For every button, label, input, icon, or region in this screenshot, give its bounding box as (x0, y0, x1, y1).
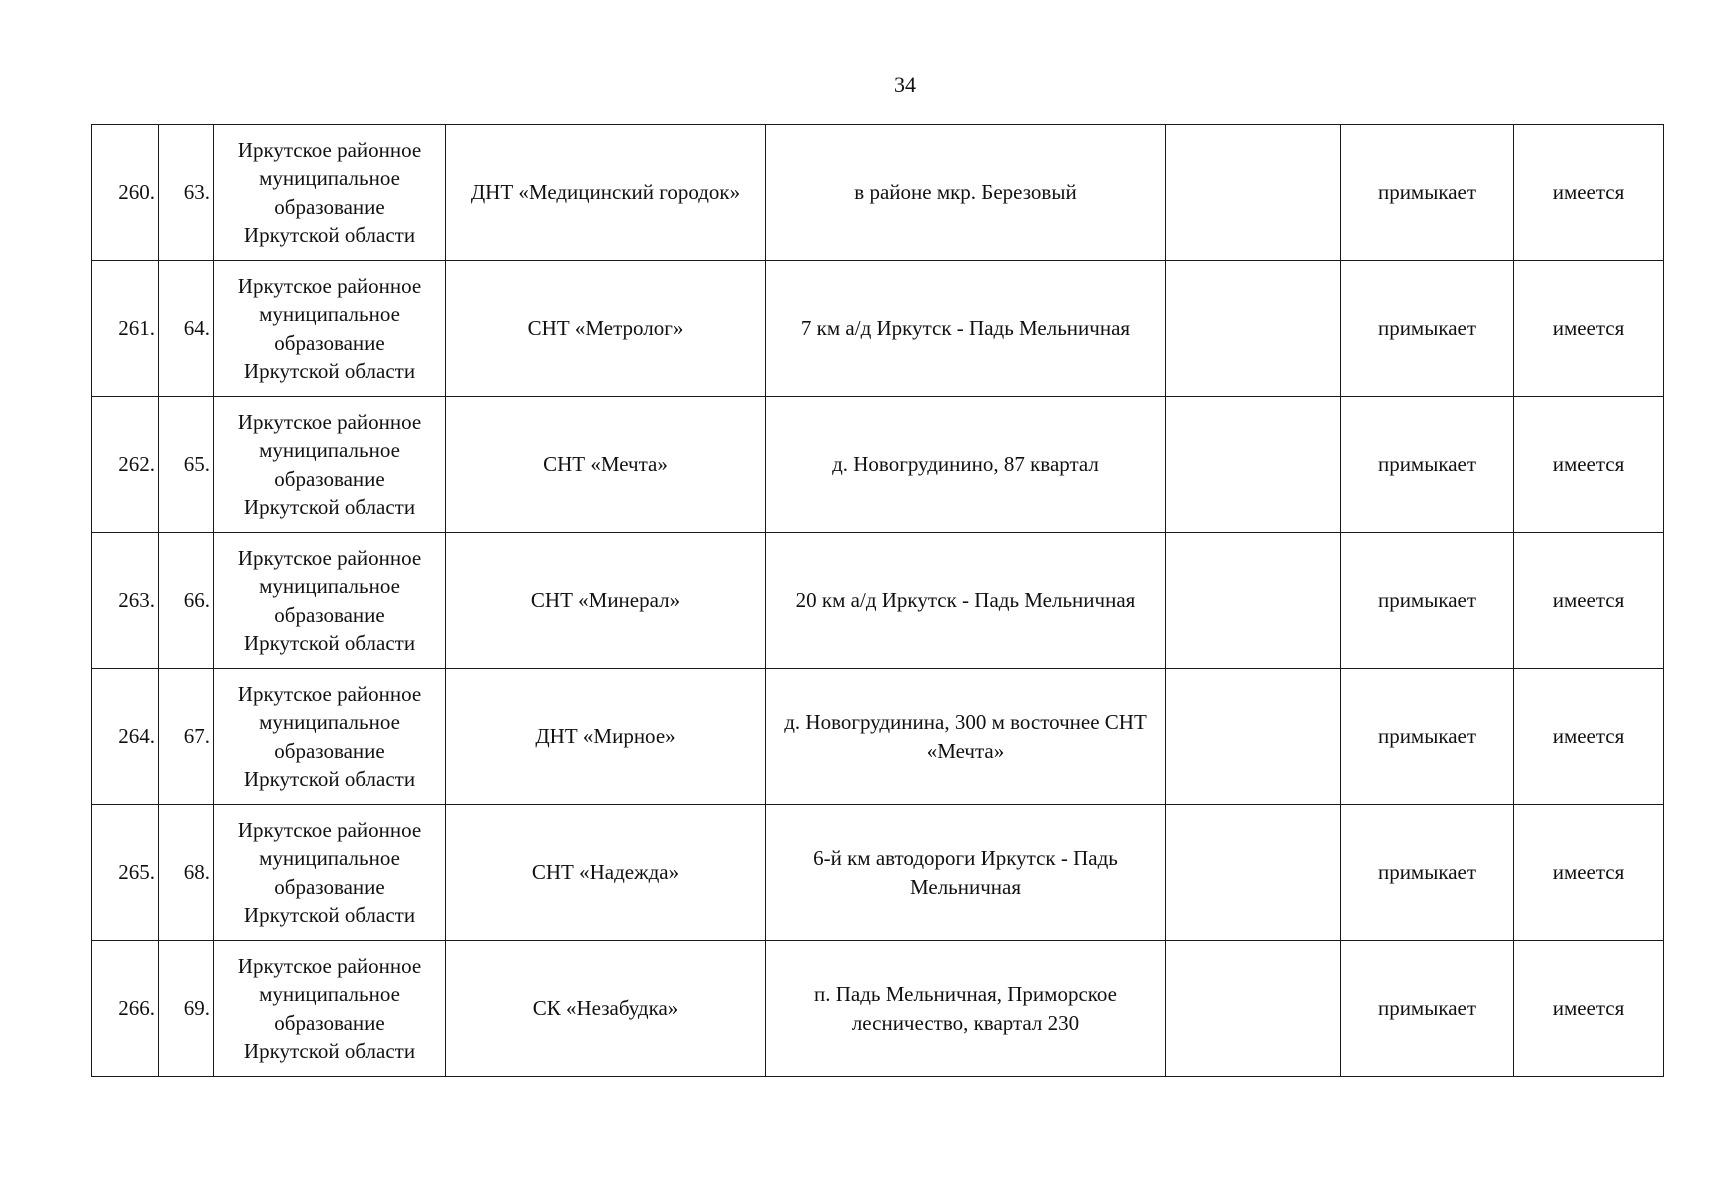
municipality-cell (214, 125, 446, 261)
row-number: 265. (92, 805, 159, 941)
empty-cell (1166, 261, 1341, 397)
location-cell: 6-й км автодороги Иркутск - Падь Мельничная (766, 805, 1166, 941)
road-access-cell: примыкает (1341, 941, 1514, 1077)
row-number: 264. (92, 669, 159, 805)
row-number: 266. (92, 941, 159, 1077)
availability-cell: имеется (1514, 261, 1664, 397)
empty-cell (1166, 533, 1341, 669)
table-body (92, 125, 1664, 1077)
location-cell: п. Падь Мельничная, Приморское лесничество, квартал 230 (766, 941, 1166, 1077)
location-cell: 7 км а/д Иркутск - Падь Мельничная (766, 261, 1166, 397)
municipality-line: образование (274, 602, 385, 627)
municipality-line: муниципальное (259, 574, 400, 598)
table-row (92, 669, 1664, 805)
municipality-cell (214, 533, 446, 669)
municipality-line: образование (274, 874, 385, 899)
municipality-line: образование (274, 330, 385, 355)
row-subnumber: 64. (159, 261, 214, 397)
empty-cell (1166, 125, 1341, 261)
table-row (92, 805, 1664, 941)
municipality-line: муниципальное (259, 846, 400, 870)
municipality-line: муниципальное (259, 166, 400, 190)
row-subnumber: 68. (159, 805, 214, 941)
municipality-cell (214, 805, 446, 941)
availability-cell: имеется (1514, 941, 1664, 1077)
location-cell: д. Новогрудинино, 87 квартал (766, 397, 1166, 533)
availability-cell: имеется (1514, 397, 1664, 533)
municipality-line: образование (274, 466, 385, 491)
row-number: 261. (92, 261, 159, 397)
municipality-line: образование (274, 1010, 385, 1035)
table-row (92, 261, 1664, 397)
organization-name: ДНТ «Мирное» (446, 669, 766, 805)
row-subnumber: 69. (159, 941, 214, 1077)
location-cell: 20 км а/д Иркутск - Падь Мельничная (766, 533, 1166, 669)
empty-cell (1166, 941, 1341, 1077)
municipality-line: Иркутской области (243, 903, 416, 927)
road-access-cell: примыкает (1341, 805, 1514, 941)
municipality-line: Иркутской области (243, 223, 416, 247)
table-row (92, 533, 1664, 669)
row-subnumber: 65. (159, 397, 214, 533)
row-number: 262. (92, 397, 159, 533)
municipality-line: муниципальное (259, 982, 400, 1006)
municipality-line: образование (274, 194, 385, 219)
table-row (92, 397, 1664, 533)
table-row (92, 125, 1664, 261)
municipality-line: муниципальное (259, 438, 400, 462)
road-access-cell: примыкает (1341, 669, 1514, 805)
registry-table (91, 124, 1664, 1077)
municipality-line: Иркутское районное (237, 409, 422, 434)
municipality-line: Иркутской области (243, 631, 416, 655)
municipality-line: Иркутское районное (237, 137, 422, 162)
municipality-line: Иркутское районное (237, 953, 422, 978)
location-cell: д. Новогрудинина, 300 м восточнее СНТ «Мечта» (766, 669, 1166, 805)
municipality-line: муниципальное (259, 302, 400, 326)
row-subnumber: 67. (159, 669, 214, 805)
empty-cell (1166, 805, 1341, 941)
road-access-cell: примыкает (1341, 261, 1514, 397)
road-access-cell: примыкает (1341, 397, 1514, 533)
row-subnumber: 63. (159, 125, 214, 261)
availability-cell: имеется (1514, 533, 1664, 669)
availability-cell: имеется (1514, 669, 1664, 805)
organization-name: СНТ «Надежда» (446, 805, 766, 941)
organization-name: СНТ «Метролог» (446, 261, 766, 397)
municipality-cell (214, 397, 446, 533)
municipality-line: образование (274, 738, 385, 763)
road-access-cell: примыкает (1341, 533, 1514, 669)
municipality-line: Иркутской области (243, 1039, 416, 1063)
empty-cell (1166, 669, 1341, 805)
municipality-line: Иркутской области (243, 767, 416, 791)
row-number: 263. (92, 533, 159, 669)
municipality-line: Иркутское районное (237, 545, 422, 570)
organization-name: СК «Незабудка» (446, 941, 766, 1077)
availability-cell: имеется (1514, 125, 1664, 261)
page-number: 34 (894, 72, 916, 97)
row-subnumber: 66. (159, 533, 214, 669)
organization-name: СНТ «Минерал» (446, 533, 766, 669)
table-row (92, 941, 1664, 1077)
availability-cell: имеется (1514, 805, 1664, 941)
municipality-cell (214, 941, 446, 1077)
municipality-cell (214, 261, 446, 397)
road-access-cell: примыкает (1341, 125, 1514, 261)
municipality-line: Иркутское районное (237, 273, 422, 298)
location-cell: в районе мкр. Березовый (766, 125, 1166, 261)
municipality-cell (214, 669, 446, 805)
municipality-line: Иркутское районное (237, 817, 422, 842)
row-number: 260. (92, 125, 159, 261)
municipality-line: Иркутской области (243, 495, 416, 519)
municipality-line: муниципальное (259, 710, 400, 734)
organization-name: СНТ «Мечта» (446, 397, 766, 533)
municipality-line: Иркутской области (243, 359, 416, 383)
municipality-line: Иркутское районное (237, 681, 422, 706)
empty-cell (1166, 397, 1341, 533)
organization-name: ДНТ «Медицинский городок» (446, 125, 766, 261)
